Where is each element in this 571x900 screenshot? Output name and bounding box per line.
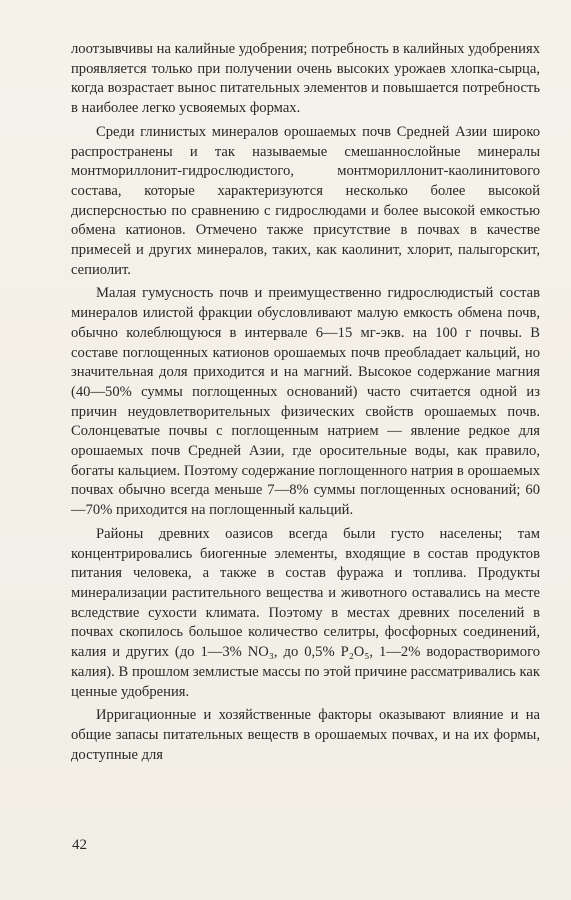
paragraph-humus-exchange: Малая гумусность почв и преимущественно гидрослюдистый состав минералов илистой фракции обусловливают малую емкость обмена почв, обычно колеблющуюся в интервале 6—15 мг-экв. на 100 г почвы. В составе поглощенных катионов орошаемых почв преобладает кальций, но значительная доля приходится и на магний. Высокое содержание магния (40—50% суммы поглощенных оснований) часто считается одной из причин неудовлетворительных физических свойств орошаемых почв. Солонцеватые почвы с поглощенным натрием — явление редкое для орошаемых почв Средней Азии, где оросительные воды, как правило, богаты кальцием. Поэтому содержание поглощенного натрия в орошаемых почвах обычно всегда меньше 7—8% суммы поглощенных оснований; 60—70% приходится на поглощенный кальций. xyxy=(71,285,540,519)
paragraph-irrigation-factors: Ирригационные и хозяйственные факторы оказывают влияние и на общие запасы питательных веществ в орошаемых почвах, и на их формы, доступные для xyxy=(71,707,540,763)
paragraph-ancient-oases: Районы древних оазисов всегда были густо населены; там концентрировались биогенные элементы, входящие в состав продуктов питания человека, а также в состав фуража и топлива. Продукты минерализации растительного вещества и животного оставались на месте вследствие сухости климата. Поэтому в местах древних поселений в почвах скопилось большое количество селитры, фосфорных соединений, калия и других (до 1—3% NO₃, до 0,5% P₂O₅, 1—2% водорастворимого калия). В прошлом землистые массы по этой причине рассматривались как ценные удобрения. xyxy=(71,525,540,700)
paragraph-clay-minerals: Среди глинистых минералов орошаемых почв Средней Азии широко распространены и так называемые смешаннослойные минералы монтмориллонит-гидрослюдистого, монтмориллонит-каолинитового состава, которые характеризуются несколько более высокой дисперсностью по сравнению с гидрослюдами и более высокой емкостью обмена катионов. Отмечено также присутствие в почвах в качестве примесей и других минералов, таких, как каолинит, хлорит, палыгорскит, сепиолит. xyxy=(71,123,540,278)
paragraph-continued: лоотзывчивы на калийные удобрения; потребность в калийных удобрениях проявляется только при получении очень высоких урожаев хлопка-сырца, когда возрастает вынос питательных элементов и повышается потребность в наиболее легко усвояемых формах. xyxy=(71,41,540,117)
body-text xyxy=(71,40,540,769)
page-number: 42 xyxy=(72,837,87,853)
